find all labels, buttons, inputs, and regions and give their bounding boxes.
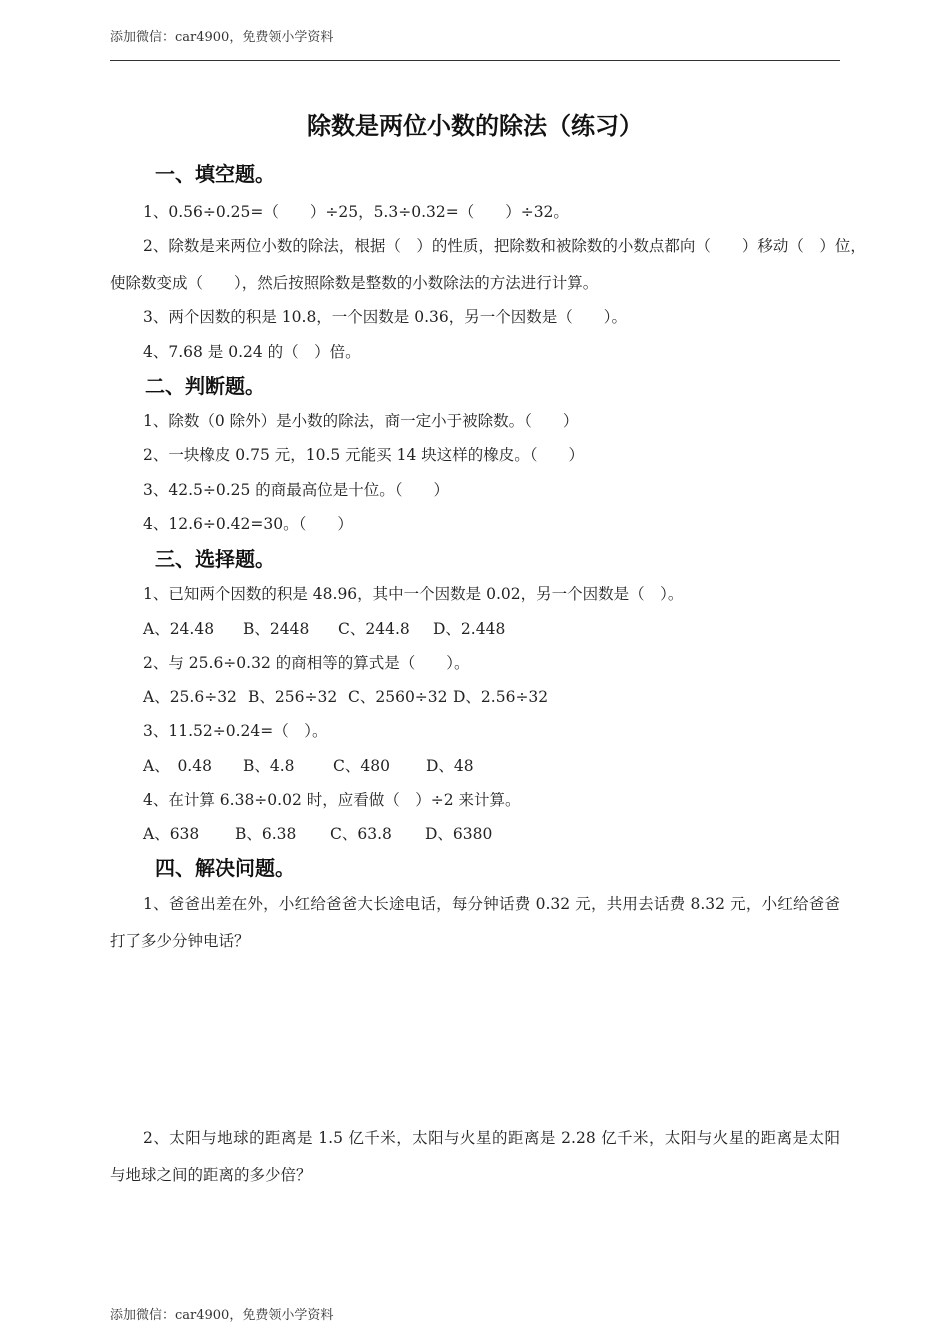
choice-q4-option-c: C、63.8 [330, 825, 392, 843]
choice-q2-options [143, 685, 548, 707]
judge-q3: 3、42.5÷0.25 的商最高位是十位。（ ） [143, 481, 450, 499]
header-note: 添加微信：car4900，免费领小学资料 [110, 30, 334, 45]
solve-q2-line1: 2、太阳与地球的距离是 1.5 亿千米，太阳与火星的距离是 2.28 亿千米，太阳与火星的距离是太阳 [143, 1129, 840, 1147]
choice-q3-option-a: A、 0.48 [143, 757, 212, 775]
choice-q2-option-d: D、2.56÷32 [453, 688, 549, 706]
choice-q2-option-a: A、25.6÷32 [143, 688, 237, 706]
choice-q3-option-d: D、48 [426, 757, 474, 775]
judge-q4: 4、12.6÷0.42=30。（ ） [143, 515, 353, 533]
judge-q1: 1、除数（0 除外）是小数的除法，商一定小于被除数。（ ） [143, 412, 579, 430]
choice-q2-option-c: C、2560÷32 [348, 688, 448, 706]
fill-blank-q4: 4、7.68 是 0.24 的（ ）倍。 [143, 343, 361, 361]
choice-q1-option-a: A、24.48 [143, 620, 215, 638]
choice-q4: 4、在计算 6.38÷0.02 时，应看做（ ）÷2 来计算。 [143, 791, 521, 809]
section-solve-heading: 四、解决问题。 [155, 856, 295, 880]
judge-q2: 2、一块橡皮 0.75 元，10.5 元能买 14 块这样的橡皮。（ ） [143, 446, 584, 464]
choice-q2-option-b: B、256÷32 [248, 688, 338, 706]
fill-blank-q1: 1、0.56÷0.25=（ ）÷25，5.3÷0.32=（ ）÷32。 [143, 203, 569, 221]
solve-q1-line1: 1、爸爸出差在外，小红给爸爸大长途电话，每分钟话费 0.32 元，共用去话费 8.32 元，小红给爸爸 [143, 895, 840, 913]
choice-q1: 1、已知两个因数的积是 48.96，其中一个因数是 0.02，另一个因数是（ ）。 [143, 585, 684, 603]
section-judge-heading: 二、判断题。 [145, 374, 265, 398]
choice-q3: 3、11.52÷0.24=（ ）。 [143, 722, 328, 740]
choice-q1-option-d: D、2.448 [433, 620, 506, 638]
choice-q3-option-c: C、480 [333, 757, 390, 775]
section-choice-heading: 三、选择题。 [155, 547, 275, 571]
header-rule [110, 60, 840, 61]
choice-q4-option-d: D、6380 [425, 825, 493, 843]
fill-blank-q3: 3、两个因数的积是 10.8，一个因数是 0.36，另一个因数是（ ）。 [143, 308, 627, 326]
solve-q2-line2: 与地球之间的距离的多少倍？ [110, 1166, 312, 1184]
choice-q4-options [143, 822, 492, 844]
section-fill-blank-heading: 一、填空题。 [155, 162, 275, 186]
footer-note: 添加微信：car4900，免费领小学资料 [110, 1308, 334, 1323]
choice-q4-option-a: A、638 [143, 825, 200, 843]
choice-q4-option-b: B、6.38 [235, 825, 297, 843]
choice-q2: 2、与 25.6÷0.32 的商相等的算式是（ ）。 [143, 654, 470, 672]
choice-q1-option-c: C、244.8 [338, 620, 410, 638]
solve-q1-line2: 打了多少分钟电话？ [110, 932, 250, 950]
fill-blank-q2-line2: 使除数变成（ ），然后按照除数是整数的小数除法的方法进行计算。 [110, 274, 599, 292]
page-title: 除数是两位小数的除法（练习） [307, 112, 643, 140]
choice-q3-option-b: B、4.8 [243, 757, 295, 775]
choice-q3-options [143, 754, 474, 776]
choice-q1-option-b: B、2448 [243, 620, 310, 638]
fill-blank-q2-line1: 2、除数是来两位小数的除法，根据（ ）的性质，把除数和被除数的小数点都向（ ）移动（ ）位， [143, 237, 866, 255]
choice-q1-options [143, 617, 505, 639]
